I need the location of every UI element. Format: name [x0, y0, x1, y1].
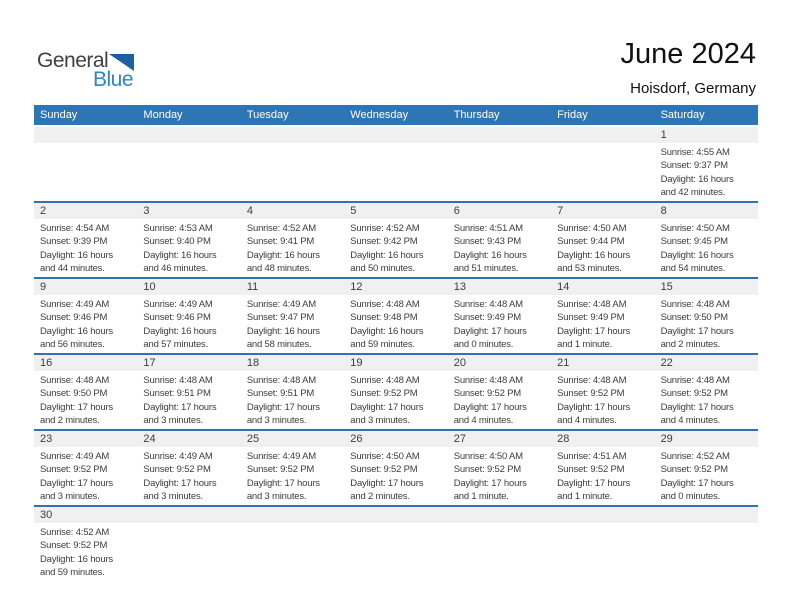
day-info: [137, 447, 240, 505]
day-cell: [448, 127, 551, 201]
day-info-line: Daylight: 17 hours: [557, 401, 631, 413]
day-number: 6: [448, 203, 551, 219]
day-cell: [448, 355, 551, 429]
day-info-line: Sunset: 9:46 PM: [40, 312, 108, 324]
day-info-line: and 3 minutes.: [143, 415, 203, 427]
day-info-line: Sunset: 9:37 PM: [660, 160, 728, 172]
day-cell: [655, 355, 758, 429]
day-cell: [344, 507, 447, 581]
weekday-header: [34, 105, 758, 125]
day-info: [448, 523, 551, 581]
day-number: 28: [551, 431, 654, 447]
day-info-line: Sunrise: 4:49 AM: [143, 299, 213, 310]
calendar-week-row: [34, 127, 758, 201]
calendar-grid: [34, 127, 758, 581]
day-info-line: Daylight: 16 hours: [143, 249, 217, 261]
day-cell: [344, 127, 447, 201]
day-info-line: and 56 minutes.: [40, 339, 105, 351]
day-info-line: Sunset: 9:52 PM: [40, 464, 108, 476]
day-cell: [34, 431, 137, 505]
calendar-week-row: [34, 353, 758, 429]
day-info: [448, 371, 551, 429]
day-info-line: and 1 minute.: [557, 339, 613, 351]
day-info: [137, 219, 240, 277]
day-info-line: Daylight: 16 hours: [660, 249, 734, 261]
day-cell: [655, 431, 758, 505]
day-cell: [344, 431, 447, 505]
day-cell: [241, 127, 344, 201]
day-info: [344, 523, 447, 581]
title-block: [621, 38, 756, 97]
day-info: [34, 523, 137, 581]
day-info-line: Sunrise: 4:52 AM: [350, 223, 420, 234]
day-cell: [241, 431, 344, 505]
day-info-line: Sunset: 9:52 PM: [660, 464, 728, 476]
general-blue-logo: [37, 50, 134, 90]
day-info: [34, 219, 137, 277]
day-info-line: Sunset: 9:47 PM: [246, 312, 315, 324]
day-info-line: Sunrise: 4:48 AM: [557, 375, 627, 386]
day-info-line: and 3 minutes.: [246, 491, 307, 503]
day-number: 18: [241, 355, 344, 371]
day-number: 20: [448, 355, 551, 371]
day-number: 30: [34, 507, 137, 523]
day-info: [344, 219, 447, 277]
day-info: [344, 295, 447, 353]
day-number: 1: [655, 127, 758, 143]
day-number: 15: [655, 279, 758, 295]
day-cell: [448, 507, 551, 581]
day-info-line: Daylight: 16 hours: [40, 249, 113, 261]
day-info: [34, 295, 137, 353]
day-cell: [34, 355, 137, 429]
day-info-line: and 42 minutes.: [660, 187, 726, 199]
day-info-line: Sunset: 9:50 PM: [660, 312, 728, 324]
day-info: [344, 371, 447, 429]
day-number: 13: [448, 279, 551, 295]
day-info-line: Sunset: 9:50 PM: [40, 388, 108, 400]
day-cell: [655, 127, 758, 201]
weekday-header-cell-friday: Friday: [557, 109, 588, 121]
day-info-line: Sunrise: 4:49 AM: [40, 299, 110, 310]
day-cell: [137, 279, 240, 353]
day-info-line: Daylight: 17 hours: [660, 477, 734, 489]
day-info: [448, 447, 551, 505]
day-info: [34, 143, 137, 201]
day-number: 4: [241, 203, 344, 219]
day-number: [344, 127, 447, 143]
day-number: [551, 507, 654, 523]
day-number: 21: [551, 355, 654, 371]
day-info-line: Sunset: 9:52 PM: [557, 464, 625, 476]
day-number: 17: [137, 355, 240, 371]
day-number: 24: [137, 431, 240, 447]
day-info-line: and 0 minutes.: [660, 491, 721, 503]
day-number: 5: [344, 203, 447, 219]
day-info: [137, 371, 240, 429]
day-number: [344, 507, 447, 523]
day-info-line: and 51 minutes.: [453, 263, 519, 275]
calendar-week-row: [34, 429, 758, 505]
day-info-line: Sunrise: 4:51 AM: [453, 223, 523, 234]
day-cell: [344, 355, 447, 429]
day-number: 8: [655, 203, 758, 219]
day-number: [448, 127, 551, 143]
day-info: [241, 371, 344, 429]
day-info-line: Sunset: 9:44 PM: [557, 236, 625, 248]
day-info-line: and 44 minutes.: [40, 263, 105, 275]
day-number: 22: [655, 355, 758, 371]
day-info-line: Sunrise: 4:48 AM: [660, 299, 730, 310]
day-info-line: Sunrise: 4:48 AM: [350, 299, 420, 310]
day-info-line: and 50 minutes.: [350, 263, 415, 275]
day-info-line: and 2 minutes.: [350, 491, 410, 503]
day-info-line: Sunset: 9:51 PM: [143, 388, 211, 400]
day-number: [34, 127, 137, 143]
day-info: [551, 447, 654, 505]
day-info-line: Sunrise: 4:48 AM: [350, 375, 420, 386]
day-info-line: Sunset: 9:45 PM: [660, 236, 728, 248]
day-info-line: and 2 minutes.: [660, 339, 721, 351]
day-info-line: Daylight: 17 hours: [246, 401, 320, 413]
day-cell: [448, 279, 551, 353]
weekday-header-cell-thursday: Thursday: [453, 109, 500, 121]
day-info-line: and 46 minutes.: [143, 263, 209, 275]
day-info-line: and 48 minutes.: [246, 263, 312, 275]
day-info: [34, 371, 137, 429]
weekday-header-cell-wednesday: Wednesday: [350, 109, 409, 121]
day-number: [241, 127, 344, 143]
day-number: 14: [551, 279, 654, 295]
day-info-line: Sunset: 9:52 PM: [453, 388, 521, 400]
day-info-line: Sunrise: 4:49 AM: [143, 451, 213, 462]
day-info-line: Sunrise: 4:55 AM: [660, 147, 730, 158]
day-info-line: Sunset: 9:51 PM: [246, 388, 315, 400]
logo-row-blue: [93, 69, 134, 90]
day-info-line: Daylight: 17 hours: [246, 477, 320, 489]
day-cell: [344, 203, 447, 277]
day-info-line: Sunrise: 4:48 AM: [143, 375, 213, 386]
day-info: [241, 447, 344, 505]
day-info-line: Sunset: 9:39 PM: [40, 236, 108, 248]
day-number: 2: [34, 203, 137, 219]
day-cell: [137, 431, 240, 505]
day-info: [241, 523, 344, 581]
day-cell: [551, 431, 654, 505]
day-info: [241, 219, 344, 277]
day-info-line: Sunrise: 4:49 AM: [246, 451, 316, 462]
day-number: 12: [344, 279, 447, 295]
day-info-line: and 4 minutes.: [660, 415, 721, 427]
day-cell: [551, 355, 654, 429]
day-number: [137, 507, 240, 523]
day-info-line: and 58 minutes.: [246, 339, 312, 351]
day-info-line: Daylight: 17 hours: [557, 325, 631, 337]
day-info-line: Sunrise: 4:48 AM: [557, 299, 627, 310]
day-info-line: Daylight: 17 hours: [660, 325, 734, 337]
day-info-line: Daylight: 16 hours: [350, 249, 424, 261]
day-info-line: Sunrise: 4:51 AM: [557, 451, 627, 462]
weekday-header-cell-tuesday: Tuesday: [246, 109, 289, 121]
day-info-line: Sunrise: 4:48 AM: [453, 375, 523, 386]
day-cell: [448, 431, 551, 505]
day-info-line: Daylight: 17 hours: [557, 477, 631, 489]
day-info: [241, 143, 344, 201]
day-info: [655, 523, 758, 581]
day-info-line: Sunrise: 4:52 AM: [246, 223, 316, 234]
day-number: 29: [655, 431, 758, 447]
day-cell: [137, 127, 240, 201]
day-info: [655, 219, 758, 277]
logo-text-general: General: [37, 49, 109, 72]
day-cell: [137, 203, 240, 277]
day-info: [344, 143, 447, 201]
day-info: [551, 219, 654, 277]
day-info-line: Sunrise: 4:52 AM: [40, 527, 110, 538]
day-info: [137, 295, 240, 353]
day-number: [241, 507, 344, 523]
day-cell: [655, 279, 758, 353]
day-cell: [551, 507, 654, 581]
calendar-week-row: [34, 505, 758, 581]
day-info-line: Daylight: 17 hours: [40, 477, 113, 489]
day-info-line: and 59 minutes.: [40, 567, 105, 579]
day-number: 16: [34, 355, 137, 371]
day-info-line: Daylight: 16 hours: [143, 325, 217, 337]
day-info-line: and 57 minutes.: [143, 339, 209, 351]
day-info-line: Sunset: 9:52 PM: [143, 464, 211, 476]
day-info-line: Daylight: 16 hours: [350, 325, 424, 337]
calendar-week-row: [34, 277, 758, 353]
day-info-line: Sunset: 9:49 PM: [557, 312, 625, 324]
day-info-line: Sunrise: 4:50 AM: [660, 223, 730, 234]
day-info-line: Daylight: 17 hours: [40, 401, 113, 413]
day-info: [655, 295, 758, 353]
day-info-line: Sunset: 9:52 PM: [40, 540, 108, 552]
day-number: 19: [344, 355, 447, 371]
day-info: [344, 447, 447, 505]
day-info: [448, 295, 551, 353]
day-number: [551, 127, 654, 143]
day-info: [448, 219, 551, 277]
day-info-line: Daylight: 17 hours: [143, 401, 217, 413]
day-cell: [34, 127, 137, 201]
day-info-line: and 4 minutes.: [453, 415, 514, 427]
day-number: 27: [448, 431, 551, 447]
day-info-line: and 53 minutes.: [557, 263, 622, 275]
weekday-header-cell-sunday: Sunday: [40, 109, 78, 121]
day-info: [241, 295, 344, 353]
day-info-line: Daylight: 16 hours: [246, 249, 320, 261]
day-info: [551, 143, 654, 201]
day-info: [551, 295, 654, 353]
day-info-line: Sunset: 9:52 PM: [350, 388, 418, 400]
day-number: 7: [551, 203, 654, 219]
page-title: June 2024: [620, 38, 756, 70]
day-cell: [241, 355, 344, 429]
day-cell: [551, 203, 654, 277]
day-info-line: Daylight: 17 hours: [350, 401, 424, 413]
day-info-line: Sunrise: 4:48 AM: [453, 299, 523, 310]
day-info-line: Daylight: 16 hours: [453, 249, 527, 261]
day-info-line: Sunset: 9:40 PM: [143, 236, 211, 248]
day-info-line: Sunrise: 4:53 AM: [143, 223, 213, 234]
day-info: [448, 143, 551, 201]
day-info-line: Sunrise: 4:50 AM: [557, 223, 627, 234]
day-info-line: Sunset: 9:43 PM: [453, 236, 521, 248]
day-cell: [34, 507, 137, 581]
day-info-line: Daylight: 17 hours: [350, 477, 424, 489]
day-info-line: Sunset: 9:48 PM: [350, 312, 418, 324]
day-info-line: Sunset: 9:49 PM: [453, 312, 521, 324]
day-info: [551, 371, 654, 429]
day-info-line: Daylight: 16 hours: [557, 249, 631, 261]
day-info-line: and 3 minutes.: [246, 415, 307, 427]
day-info-line: Sunset: 9:41 PM: [246, 236, 315, 248]
day-info: [655, 371, 758, 429]
day-number: [448, 507, 551, 523]
day-number: 3: [137, 203, 240, 219]
day-cell: [655, 507, 758, 581]
day-info-line: Daylight: 16 hours: [40, 325, 113, 337]
day-number: 25: [241, 431, 344, 447]
calendar: [34, 105, 758, 581]
day-number: 11: [241, 279, 344, 295]
day-info: [655, 143, 758, 201]
day-cell: [241, 203, 344, 277]
day-info-line: Sunset: 9:52 PM: [557, 388, 625, 400]
day-info-line: Sunrise: 4:49 AM: [40, 451, 110, 462]
day-info-line: Sunset: 9:52 PM: [246, 464, 315, 476]
day-info-line: and 1 minute.: [557, 491, 613, 503]
day-info-line: Sunrise: 4:48 AM: [246, 375, 316, 386]
day-info-line: and 0 minutes.: [453, 339, 514, 351]
day-cell: [448, 203, 551, 277]
day-info-line: Sunset: 9:52 PM: [453, 464, 521, 476]
weekday-header-cell-saturday: Saturday: [660, 109, 705, 121]
day-info-line: Sunrise: 4:49 AM: [246, 299, 316, 310]
day-info-line: and 3 minutes.: [143, 491, 203, 503]
calendar-week-row: [34, 201, 758, 277]
day-info-line: and 3 minutes.: [40, 491, 100, 503]
day-info-line: Daylight: 16 hours: [246, 325, 320, 337]
day-cell: [34, 203, 137, 277]
day-info-line: and 4 minutes.: [557, 415, 617, 427]
day-info: [34, 447, 137, 505]
day-info-line: Daylight: 16 hours: [660, 173, 734, 185]
day-info-line: Daylight: 17 hours: [660, 401, 734, 413]
day-info-line: Sunset: 9:42 PM: [350, 236, 418, 248]
day-cell: [655, 203, 758, 277]
day-number: [137, 127, 240, 143]
day-info: [551, 523, 654, 581]
day-info-line: and 3 minutes.: [350, 415, 410, 427]
day-info-line: Daylight: 17 hours: [143, 477, 217, 489]
day-info-line: Daylight: 17 hours: [453, 477, 527, 489]
day-info: [137, 523, 240, 581]
day-info-line: Sunset: 9:52 PM: [350, 464, 418, 476]
day-info-line: Sunset: 9:46 PM: [143, 312, 211, 324]
day-info-line: and 54 minutes.: [660, 263, 726, 275]
day-cell: [344, 279, 447, 353]
day-info-line: Sunrise: 4:50 AM: [350, 451, 420, 462]
day-number: 10: [137, 279, 240, 295]
page-subtitle: Hoisdorf, Germany: [630, 80, 756, 97]
day-info-line: Sunrise: 4:52 AM: [660, 451, 730, 462]
day-cell: [137, 507, 240, 581]
day-info-line: and 2 minutes.: [40, 415, 100, 427]
day-info-line: Sunrise: 4:50 AM: [453, 451, 523, 462]
day-number: [655, 507, 758, 523]
logo-text-blue: Blue: [93, 68, 134, 91]
weekday-header-cell-monday: Monday: [143, 109, 183, 121]
day-cell: [551, 127, 654, 201]
day-info-line: Sunrise: 4:48 AM: [660, 375, 730, 386]
day-info-line: Daylight: 17 hours: [453, 401, 527, 413]
day-info: [655, 447, 758, 505]
day-number: 23: [34, 431, 137, 447]
day-info-line: Sunrise: 4:48 AM: [40, 375, 110, 386]
day-info-line: Daylight: 16 hours: [40, 553, 113, 565]
day-number: 9: [34, 279, 137, 295]
day-info-line: Sunset: 9:52 PM: [660, 388, 728, 400]
day-cell: [137, 355, 240, 429]
day-info-line: and 59 minutes.: [350, 339, 415, 351]
day-cell: [551, 279, 654, 353]
day-info: [137, 143, 240, 201]
day-info-line: Daylight: 17 hours: [453, 325, 527, 337]
day-cell: [241, 279, 344, 353]
day-number: 26: [344, 431, 447, 447]
day-info-line: Sunrise: 4:54 AM: [40, 223, 110, 234]
day-cell: [34, 279, 137, 353]
day-info-line: and 1 minute.: [453, 491, 509, 503]
day-cell: [241, 507, 344, 581]
